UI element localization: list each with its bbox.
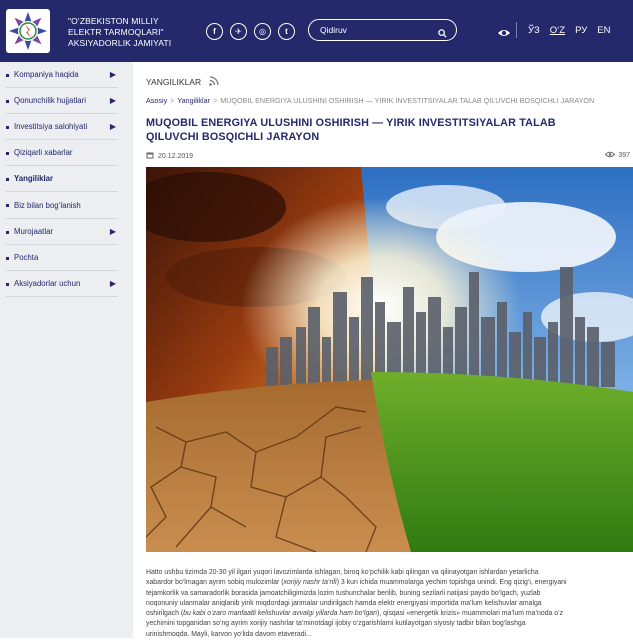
sidebar-item-yangiliklar[interactable] <box>6 166 118 192</box>
sidebar <box>0 62 133 638</box>
body-line: tejamkorlik va samaradorlik borasida jamoatchiligimizda lozim tushunchalar berilib, buning sezilarli natijasi paydo bo‘lgach, yuzlab <box>146 589 541 597</box>
org-name-line: AKSIYADORLIK JAMIYATI <box>68 38 172 48</box>
lang-en[interactable]: EN <box>597 25 611 36</box>
twitter-icon[interactable]: t <box>278 23 295 40</box>
company-logo[interactable] <box>5 8 51 54</box>
instagram-icon[interactable]: ◎ <box>254 23 271 40</box>
sidebar-item-label: Yangiliklar <box>14 174 54 184</box>
accessibility-eye-icon[interactable] <box>497 25 511 43</box>
body-text: xabardor bo‘lmagan ayrim sobiq mulozimlar ( <box>146 579 284 587</box>
body-italic: xorijiy nashr ta’rifi <box>283 579 337 587</box>
body-text: oshirilgach ( <box>146 610 184 618</box>
sidebar-item-boglanish[interactable] <box>6 192 118 218</box>
article-date <box>146 151 193 161</box>
chevron-right-icon: ▶ <box>109 122 116 132</box>
organization-name[interactable] <box>68 16 171 49</box>
header-divider <box>516 22 517 38</box>
sidebar-item-qonunchilik[interactable] <box>6 88 118 114</box>
body-line <box>146 578 633 588</box>
lang-uz-cyrillic[interactable]: ЎЗ <box>528 25 540 36</box>
language-switcher <box>528 25 610 36</box>
page-title <box>146 116 633 144</box>
org-name-line: ELEKTR TARMOQLARI" <box>68 27 164 37</box>
sidebar-item-qiziqarli-xabarlar[interactable] <box>6 140 118 166</box>
chevron-right-icon: ▶ <box>109 226 116 236</box>
site-header <box>0 0 633 62</box>
view-count <box>605 151 630 160</box>
body-line: Hatto ushbu tizimda 20-30 yil ilgari yuqori lavozimlarda ishlagan, biroq ko‘pchilik kabi qilingan va qilinayotgan ishlardan yetarlicha <box>146 569 539 576</box>
search-input[interactable] <box>320 24 430 36</box>
sidebar-item-label: Kompaniya haqida <box>14 70 79 80</box>
chevron-right-icon: ▶ <box>109 70 116 79</box>
body-line <box>146 609 633 619</box>
breadcrumb-home[interactable]: Asosiy <box>146 96 168 105</box>
lang-uz-latin[interactable]: O‘Z <box>549 25 566 36</box>
body-italic: bu kabi o‘zaro manfaatli kelishuvlar avvalgi yillarda ham bo‘lgan <box>183 610 377 618</box>
sidebar-item-label: Pochta <box>14 252 39 262</box>
views-text: 397 <box>618 152 630 159</box>
sidebar-item-aksiyadorlar[interactable] <box>6 271 118 297</box>
sidebar-item-label: Biz bilan bog‘lanish <box>14 200 81 210</box>
sidebar-item-label: Aksiyadorlar uchun <box>14 278 81 288</box>
sidebar-item-label: Investitsiya salohiyati <box>14 122 88 132</box>
sidebar-item-pochta[interactable] <box>6 245 118 271</box>
article-body <box>146 568 633 640</box>
logo-emblem-icon <box>5 8 51 54</box>
chevron-right-icon: ▶ <box>109 96 116 106</box>
org-name-line: "O‘ZBEKISTON MILLIY <box>68 16 159 26</box>
body-line: noqonuniy ulanmalar aniqlanib yirik miqdordagi jarimalar undirilgach hamda elektr energiyasi importida ma’lum kelishuvlar amalga <box>146 599 542 607</box>
date-text: 20.12.2019 <box>158 152 194 160</box>
telegram-icon[interactable]: ✈ <box>230 23 247 40</box>
sidebar-item-kompaniya-haqida[interactable] <box>6 62 118 88</box>
calendar-icon <box>146 151 154 161</box>
section-title: YANGILIKLAR <box>146 77 202 87</box>
views-eye-icon <box>605 151 615 160</box>
body-text: ) 3 kun ichida muammolarga yechim topishga unindi. Eng qizig‘i, energiyani <box>336 579 567 587</box>
breadcrumb-separator: > <box>170 96 175 105</box>
breadcrumb-section[interactable]: Yangiliklar <box>177 96 210 105</box>
sidebar-item-label: Qonunchilik hujjatlari <box>14 96 86 106</box>
lang-ru[interactable]: РУ <box>575 25 588 36</box>
body-text: ), qisqasi «energetik krizis» muammolari ma’lum ma’noda o‘z <box>376 610 564 618</box>
breadcrumb-current: MUQOBIL ENERGIYA ULUSHINI OSHIRISH — YIRIK INVESTITSIYALAR TALAB QILUVCHI BOSQICHLI JARAYON <box>220 96 595 105</box>
search-box <box>308 19 457 41</box>
body-line: yechimini topganidan so‘ng ayrim xorijiy nashrlar ta’minotdagi ijobiy o‘zgarishlarni kutilayotgan siyosiy tadbir bilan bog‘lashga <box>146 620 526 628</box>
facebook-icon[interactable]: f <box>206 23 223 40</box>
title-line: MUQOBIL ENERGIYA ULUSHINI OSHIRISH — YIRIK INVESTITSIYALAR TALAB <box>146 117 556 129</box>
chevron-right-icon: ▶ <box>109 278 116 288</box>
breadcrumb <box>146 96 594 105</box>
search-icon[interactable] <box>438 25 447 43</box>
sidebar-item-label: Qiziqarli xabarlar <box>14 148 73 158</box>
article-image <box>146 167 633 552</box>
sidebar-item-label: Murojaatlar <box>14 226 53 236</box>
sidebar-menu <box>6 62 118 297</box>
breadcrumb-separator: > <box>213 96 218 105</box>
rss-icon[interactable] <box>209 76 219 88</box>
body-line: urinishmoqda. Mayli, karvon yo‘lida davom etaveradi... <box>146 630 312 638</box>
section-header <box>146 76 219 88</box>
sidebar-item-murojaatlar[interactable] <box>6 219 118 245</box>
climate-split-image <box>146 167 633 552</box>
sidebar-item-investitsiya[interactable] <box>6 114 118 140</box>
social-links <box>206 23 295 40</box>
title-line: QILUVCHI BOSQICHLI JARAYON <box>146 131 320 143</box>
